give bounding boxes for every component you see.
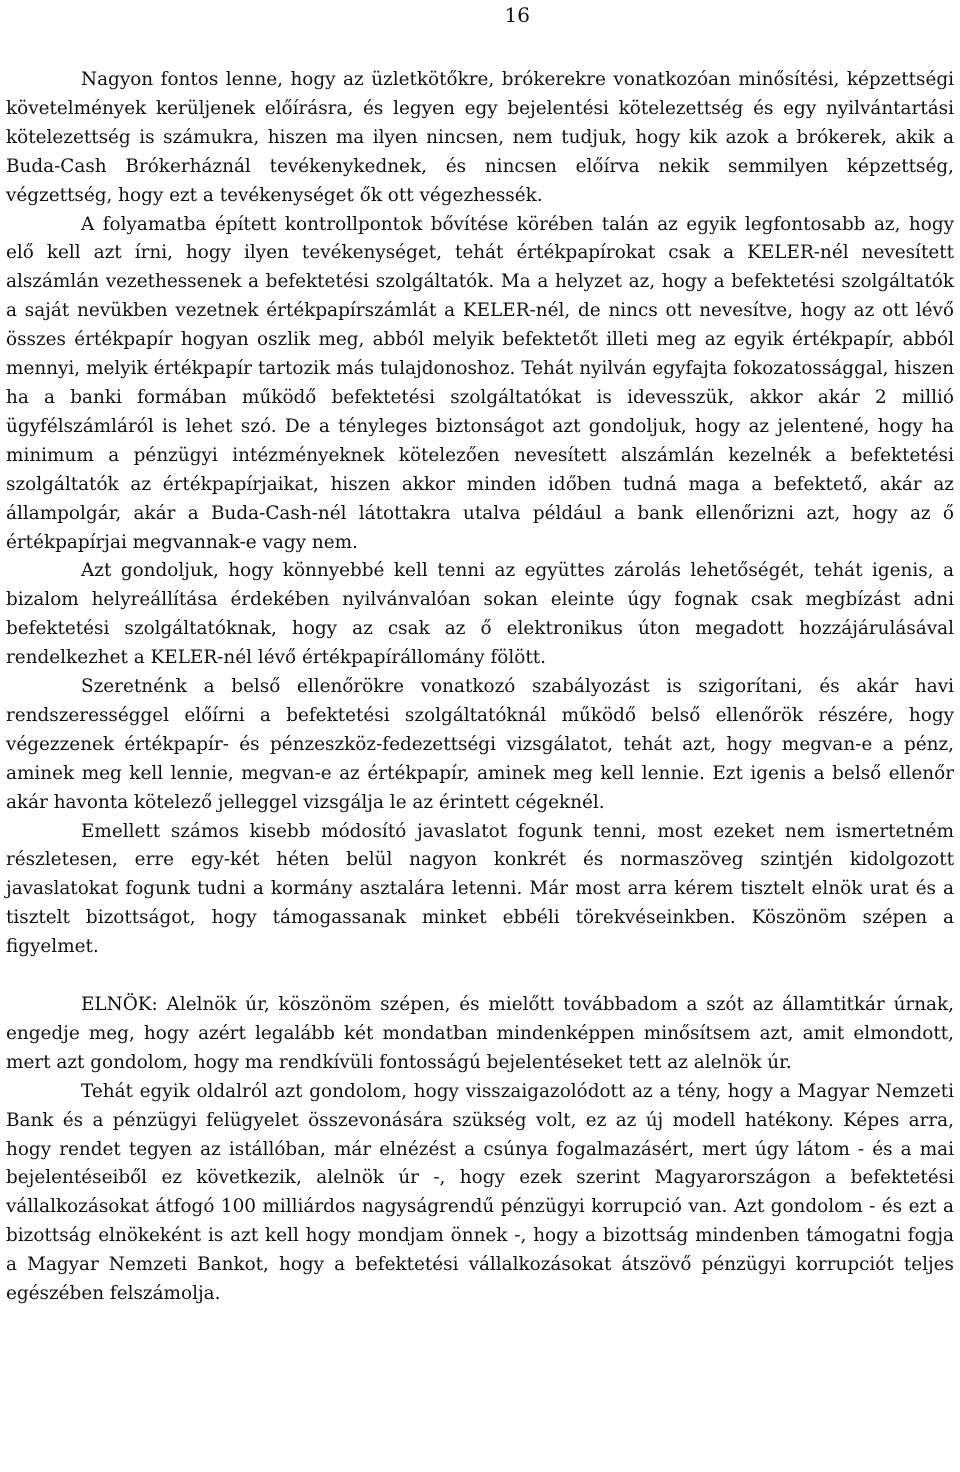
paragraph-chairman-remarks: ELNÖK: Alelnök úr, köszönöm szépen, és mielőtt továbbadom a szót az államtitkár úrnak, engedje meg, hogy azért legalább két mondatban mindenképpen minősítsem azt, amit elmondott, mert azt gondolom, hogy ma rendkívüli fontosságú bejelentéseket tett az alelnök úr.: [6, 993, 954, 1073]
document-body: [6, 66, 954, 1309]
page-number: 16: [504, 3, 530, 27]
paragraph-amendments: Emellett számos kisebb módosító javaslatot fogunk tenni, most ezeket nem ismertetném részletesen, erre egy-két héten belül nagyon konkrét és normaszöveg szintjén kidolgozott javaslatokat fogunk tudni a kormány asztalára letenni. Már most arra kérem tisztelt elnök urat és a tisztelt bizottságot, hogy támogassanak minket ebbéli törekvéseinkben. Köszönöm szépen a figyelmet.: [6, 820, 954, 958]
paragraph-control-points: A folyamatba épített kontrollpontok bővítése körében talán az egyik legfontosabb az, hogy elő kell azt írni, hogy ilyen tevékenységet, tehát értékpapírokat csak a KELER-nél nevesített alszámlán vezethessenek a befektetési szolgáltatók. Ma a helyzet az, hogy a befektetési szolgáltatók a saját nevükben vezetnek értékpapírszámlát a KELER-nél, de nincs ott nevesítve, hogy az ott lévő összes értékpapír hogyan oszlik meg, abból melyik befektetőt illeti meg az egyik értékpapír, abból mennyi, melyik értékpapír tartozik más tulajdonoshoz. Tehát nyilván egyfajta fokozatossággal, hiszen ha a banki formában működő befektetési szolgáltatókat is idevesszük, akkor akár 2 millió ügyfélszámláról is lehet szó. De a tényleges biztonságot azt gondoljuk, hogy az jelentené, hogy ha minimum a pénzügyi intézményeknek kötelezően nevesített alszámlán kezelnék a befektetési szolgáltatók az értékpapírjaikat, hiszen akkor minden időben tudná maga a befektető, akár az állampolgár, akár a Buda-Cash-nél látottakra utalva például a bank ellenőrizni azt, hogy az ő értékpapírjai megvannak-e vagy nem.: [6, 213, 954, 553]
paragraph-joint-blocking: Azt gondoljuk, hogy könnyebbé kell tenni az együttes zárolás lehetőségét, tehát igenis, a bizalom helyreállítása érdekében nyilvánvalóan sokan eleinte úgy fognak csak megbízást adni befektetési szolgáltatóknak, hogy az csak az ő elektronikus úton megadott hozzájárulásával rendelkezhet a KELER-nél lévő értékpapírállomány fölött.: [6, 560, 954, 669]
paragraph-chairman-conclusion: Tehát egyik oldalról azt gondolom, hogy visszaigazolódott az a tény, hogy a Magyar Nemzeti Bank és a pénzügyi felügyelet összevonására szükség volt, ez az új modell hatékony. Képes arra, hogy rendet tegyen az istállóban, már elnézést a csúnya fogalmazásért, mert úgy látom - és a mai bejelentéseiből ez következik, alelnök úr -, hogy ezek szerint Magyarországon a befektetési vállalkozásokat átfogó 100 milliárdos nagyságrendű pénzügyi korrupció van. Azt gondolom - és ezt a bizottság elnökeként is azt kell hogy mondjam önnek -, hogy a bizottság mindenben támogatni fogja a Magyar Nemzeti Bankot, hogy a befektetési vállalkozásokat átszövő pénzügyi korrupciót teljes egészében felszámolja.: [6, 1080, 954, 1305]
paragraph-internal-auditors: Szeretnénk a belső ellenőrökre vonatkozó szabályozást is szigorítani, és akár havi rendszerességgel előírni a befektetési szolgáltatóknál működő belső ellenőrök részére, hogy végezzenek értékpapír- és pénzeszköz-fedezettségi vizsgálatot, tehát azt, hogy megvan-e a pénz, aminek meg kell lennie, megvan-e az értékpapír, aminek meg kell lennie. Ezt igenis a belső ellenőr akár havonta kötelező jelleggel vizsgálja le az érintett cégeknél.: [6, 676, 954, 813]
paragraph-brokers: Nagyon fontos lenne, hogy az üzletkötőkre, brókerekre vonatkozóan minősítési, képzettségi követelmények kerüljenek előírásra, és legyen egy bejelentési kötelezettség és egy nyilvántartási kötelezettség is számukra, hiszen ma ilyen nincsen, nem tudjuk, hogy kik azok a brókerek, akik a Buda-Cash Brókerháznál tevékenykednek, és nincsen előírva nekik semmilyen képzettség, végzettség, hogy ezt a tevékenységet ők ott végezhessék.: [6, 69, 954, 206]
